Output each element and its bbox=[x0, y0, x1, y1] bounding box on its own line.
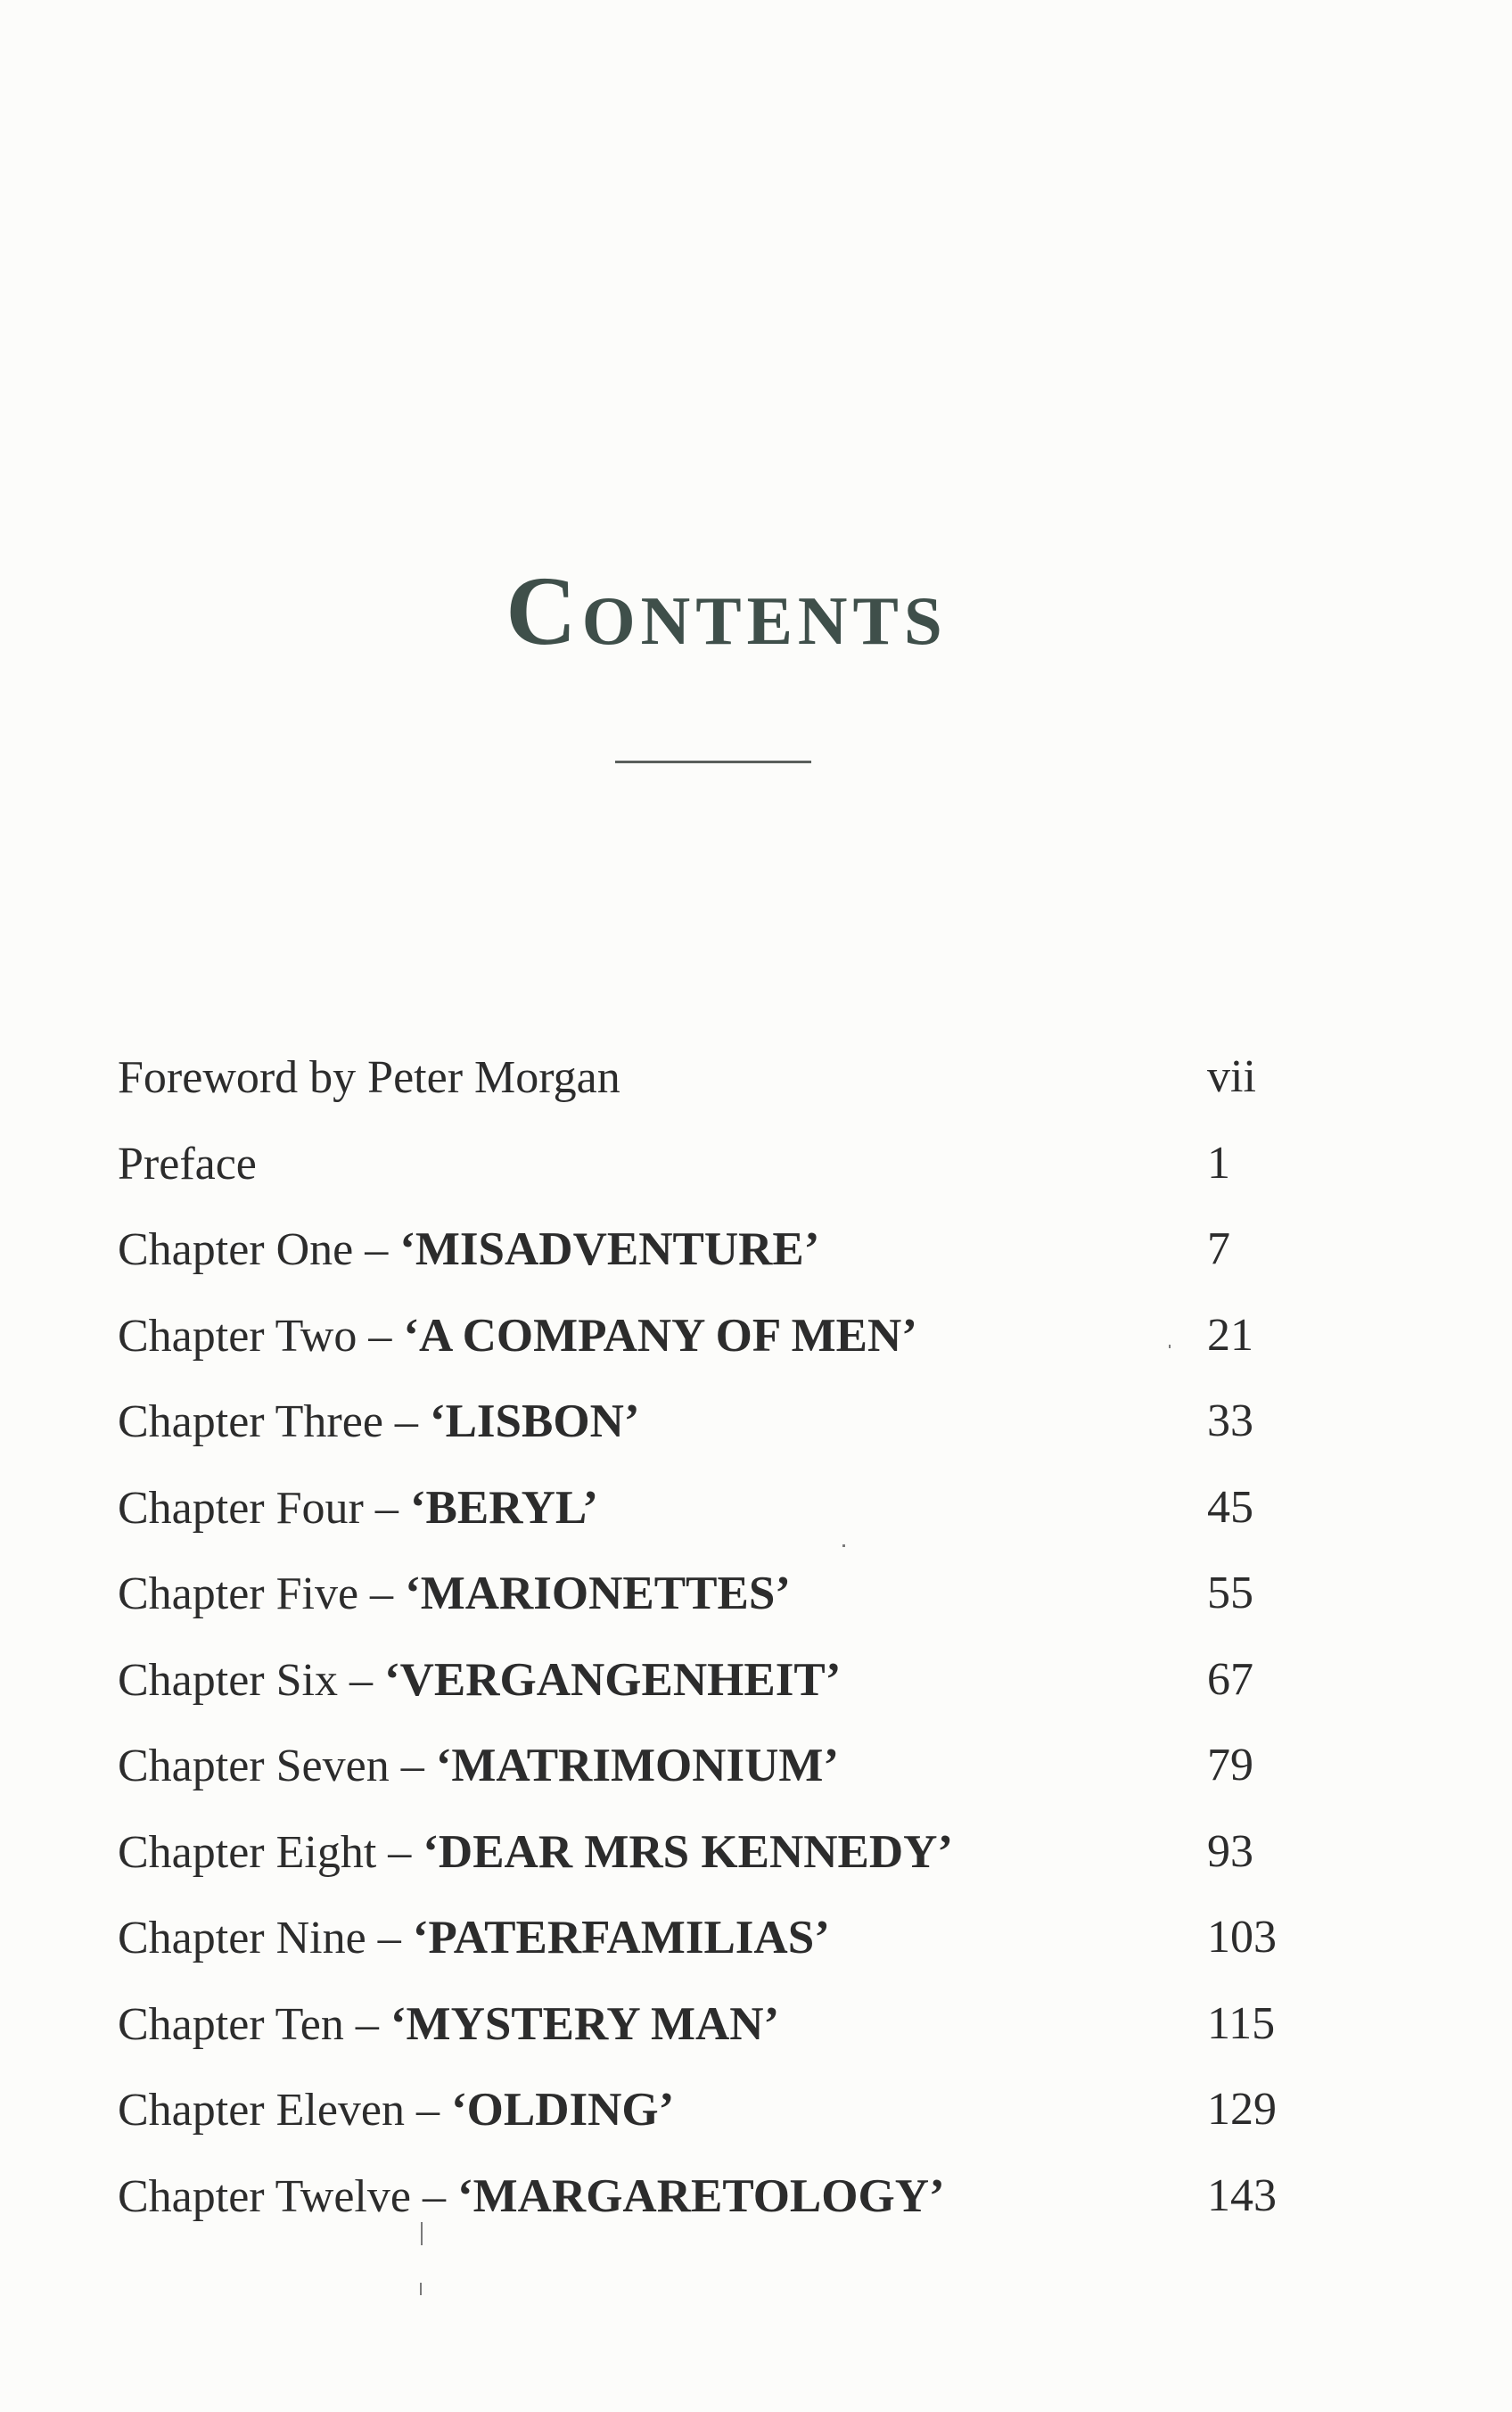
toc-entry-label bbox=[118, 1206, 819, 1294]
toc-entry-page-number: 129 bbox=[1207, 2084, 1277, 2135]
toc-entry-prefix: Chapter One – bbox=[118, 1224, 400, 1275]
toc-entry-label bbox=[118, 1465, 598, 1552]
table-of-contents bbox=[118, 1034, 1303, 2239]
toc-entry-chapter-eight bbox=[118, 1809, 1303, 1896]
toc-entry-preface bbox=[118, 1121, 1303, 1207]
toc-entry-label bbox=[118, 1637, 841, 1725]
toc-entry-page-number: 55 bbox=[1207, 1568, 1253, 1618]
toc-entry-label bbox=[118, 1981, 779, 2069]
scan-mark bbox=[421, 2222, 423, 2245]
toc-entry-page-number: 103 bbox=[1207, 1912, 1277, 1963]
toc-entry-title: ‘MARGARETOLOGY’ bbox=[456, 2169, 945, 2222]
toc-entry-label bbox=[118, 1809, 953, 1897]
toc-entry-title: ‘A COMPANY OF MEN’ bbox=[403, 1309, 917, 1362]
toc-entry-prefix: Chapter Eight – bbox=[118, 1826, 423, 1878]
toc-entry-chapter-three bbox=[118, 1379, 1303, 1465]
toc-entry-title: ‘MISADVENTURE’ bbox=[399, 1223, 820, 1275]
toc-entry-label bbox=[118, 2153, 945, 2241]
toc-entry-prefix: Chapter Three – bbox=[118, 1396, 430, 1447]
toc-entry-title: ‘MYSTERY MAN’ bbox=[390, 1997, 780, 2050]
toc-entry-chapter-nine bbox=[118, 1895, 1303, 1981]
toc-entry-prefix: Foreword by Peter Morgan bbox=[118, 1052, 620, 1103]
toc-entry-title: ‘VERGANGENHEIT’ bbox=[383, 1653, 842, 1706]
toc-entry-page-number: 79 bbox=[1207, 1740, 1253, 1790]
toc-entry-prefix: Chapter Eleven – bbox=[118, 2085, 451, 2136]
toc-entry-title: ‘MARIONETTES’ bbox=[405, 1568, 791, 1619]
title-divider bbox=[615, 761, 811, 763]
toc-entry-label bbox=[118, 1379, 640, 1466]
toc-entry-chapter-two bbox=[118, 1293, 1303, 1379]
toc-entry-label bbox=[118, 2067, 674, 2154]
toc-entry-page-number: vii bbox=[1207, 1051, 1256, 1102]
toc-entry-prefix: Preface bbox=[118, 1138, 257, 1190]
scan-mark bbox=[420, 2283, 422, 2295]
toc-entry-page-number: 143 bbox=[1207, 2169, 1277, 2221]
toc-entry-page-number: 93 bbox=[1207, 1825, 1253, 1877]
toc-entry-page-number: 115 bbox=[1207, 1997, 1276, 2049]
toc-entry-foreword bbox=[118, 1034, 1303, 1121]
toc-entry-prefix: Chapter Two – bbox=[118, 1310, 404, 1362]
toc-entry-prefix: Chapter Four – bbox=[118, 1482, 410, 1534]
toc-entry-chapter-four bbox=[118, 1465, 1303, 1552]
toc-entry-page-number: 21 bbox=[1207, 1309, 1253, 1361]
toc-entry-page-number: 7 bbox=[1207, 1223, 1230, 1274]
toc-entry-chapter-five bbox=[118, 1551, 1303, 1637]
toc-entry-prefix: Chapter Six – bbox=[118, 1654, 384, 1706]
toc-entry-title: ‘OLDING’ bbox=[450, 2084, 675, 2136]
toc-entry-label bbox=[118, 1895, 830, 1982]
toc-entry-label bbox=[118, 1121, 257, 1208]
toc-entry-label bbox=[118, 1293, 917, 1380]
page-title: Contents bbox=[505, 556, 948, 665]
toc-entry-title: ‘LISBON’ bbox=[429, 1395, 640, 1447]
toc-entry-page-number: 45 bbox=[1207, 1481, 1253, 1533]
scan-mark bbox=[842, 1544, 845, 1547]
toc-entry-prefix: Chapter Nine – bbox=[118, 1913, 413, 1963]
toc-entry-title: ‘PATERFAMILIAS’ bbox=[412, 1912, 830, 1963]
scan-mark bbox=[1169, 1345, 1171, 1348]
toc-entry-prefix: Chapter Seven – bbox=[118, 1741, 436, 1791]
toc-entry-prefix: Chapter Ten – bbox=[118, 1998, 390, 2050]
toc-entry-chapter-seven bbox=[118, 1723, 1303, 1809]
toc-entry-chapter-six bbox=[118, 1637, 1303, 1724]
toc-entry-label bbox=[118, 1723, 839, 1810]
toc-entry-chapter-twelve bbox=[118, 2153, 1303, 2240]
toc-entry-page-number: 67 bbox=[1207, 1653, 1253, 1705]
toc-entry-label bbox=[118, 1034, 620, 1122]
toc-entry-prefix: Chapter Five – bbox=[118, 1568, 406, 1619]
toc-entry-label bbox=[118, 1551, 791, 1638]
toc-entry-page-number: 33 bbox=[1207, 1395, 1253, 1446]
toc-entry-chapter-one bbox=[118, 1206, 1303, 1293]
toc-entry-page-number: 1 bbox=[1207, 1137, 1230, 1189]
toc-entry-chapter-eleven bbox=[118, 2067, 1303, 2153]
toc-entry-title: ‘MATRIMONIUM’ bbox=[435, 1740, 840, 1791]
toc-entry-chapter-ten bbox=[118, 1981, 1303, 2068]
toc-entry-prefix: Chapter Twelve – bbox=[118, 2170, 457, 2222]
toc-entry-title: ‘DEAR MRS KENNEDY’ bbox=[423, 1825, 954, 1878]
toc-entry-title: ‘BERYL’ bbox=[409, 1481, 599, 1534]
